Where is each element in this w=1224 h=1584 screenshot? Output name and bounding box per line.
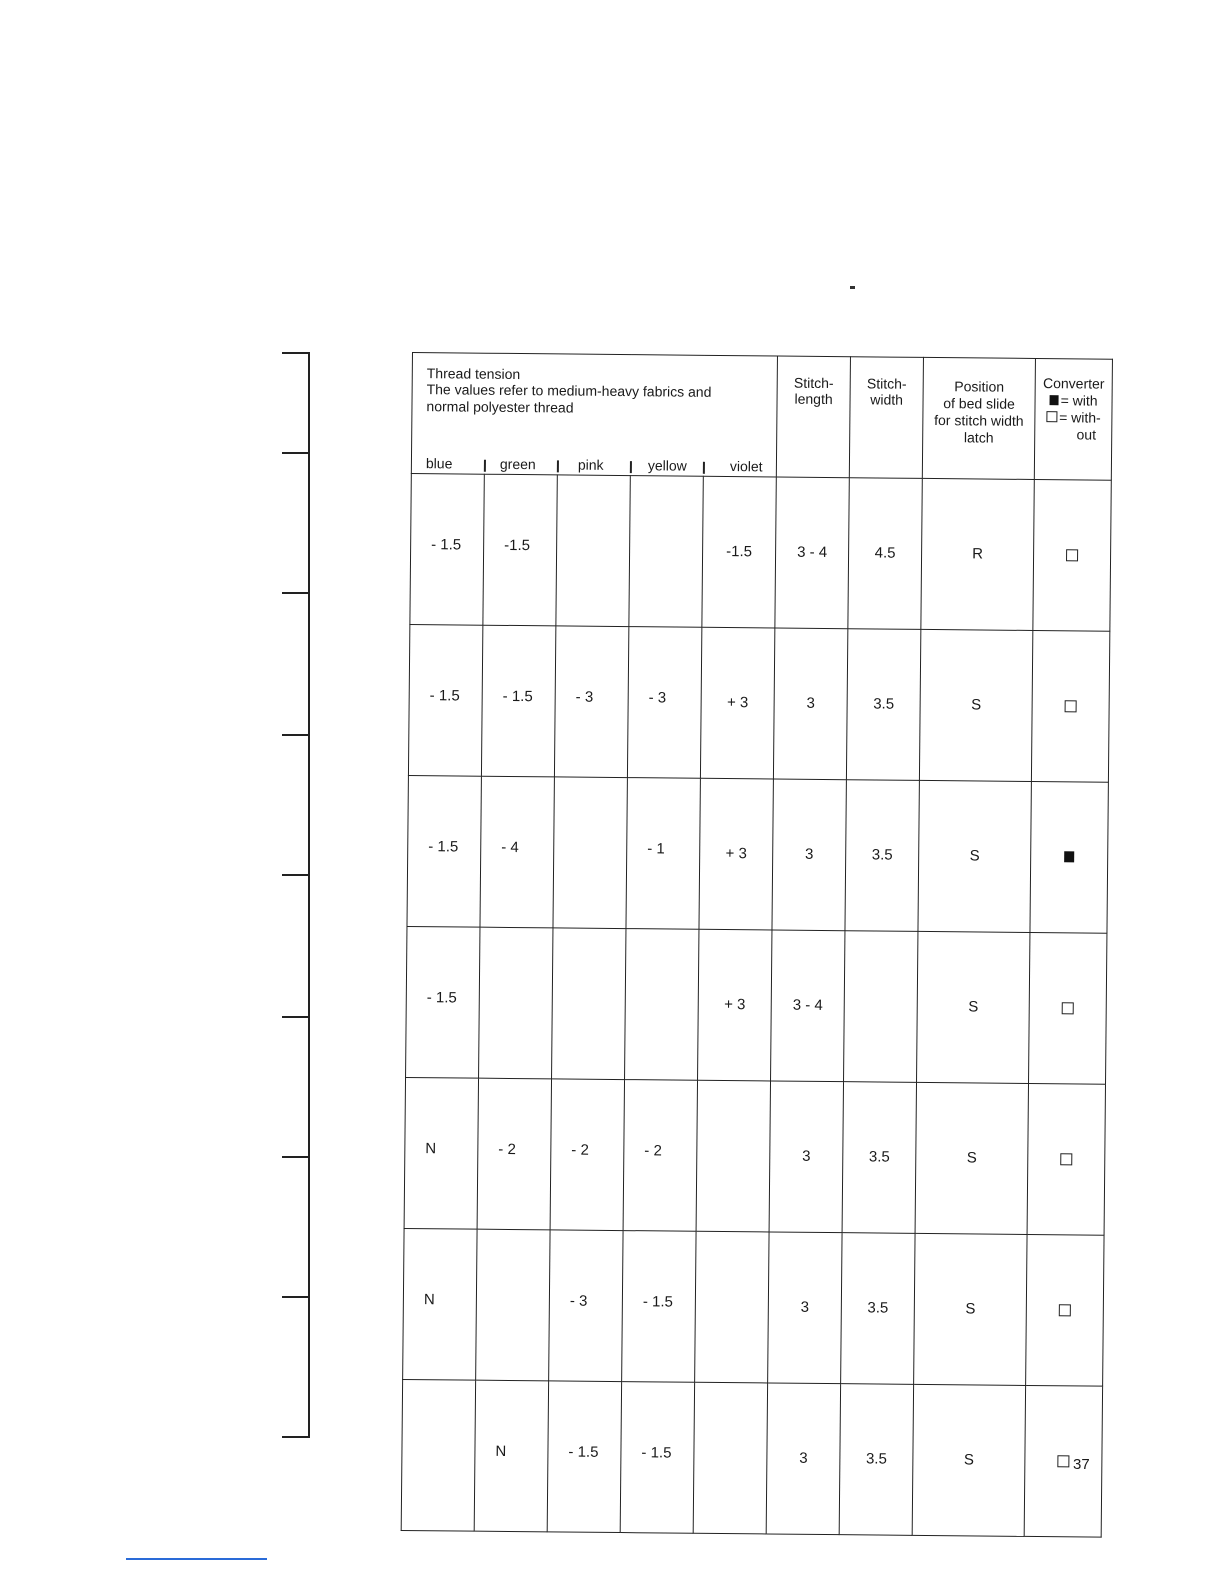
cell-length: 3 - 4 [771, 930, 845, 1082]
stitch-settings-table [401, 352, 1113, 1538]
empty-square-icon [1046, 411, 1057, 422]
cell-blue: N [404, 1077, 478, 1229]
tab-divider [282, 1156, 308, 1158]
cell-green: N [474, 1380, 548, 1532]
cell-length: 3 [772, 779, 846, 931]
cell-length: 3 [773, 628, 847, 780]
cell-blue [401, 1379, 475, 1531]
cell-green: -1.5 [483, 474, 557, 626]
position-header-line2: of bed slide [943, 395, 1015, 412]
color-label-blue: blue [425, 455, 453, 472]
cell-green [479, 927, 553, 1079]
cell-yellow: - 2 [623, 1080, 697, 1232]
cell-width: 3.5 [842, 1082, 916, 1234]
section-tab-strip [280, 352, 310, 1438]
cell-yellow: - 1 [626, 778, 700, 930]
cell-length: 3 [769, 1081, 843, 1233]
page-number: 37 [1073, 1456, 1090, 1473]
cell-width: 4.5 [848, 478, 922, 630]
cell-converter [1031, 630, 1109, 782]
cell-converter [1024, 1385, 1102, 1537]
cell-length: 3 [766, 1383, 840, 1535]
cell-width: 3.5 [845, 780, 919, 932]
cell-green [476, 1229, 550, 1381]
cell-position: S [915, 1082, 1028, 1234]
cell-position: S [918, 780, 1031, 932]
color-label-green: green [499, 455, 536, 473]
cell-length: 3 - 4 [775, 477, 849, 629]
thread-tension-note-line2: normal polyester thread [426, 398, 574, 416]
cell-pink: - 1.5 [547, 1381, 621, 1533]
table-row [408, 624, 1109, 782]
cell-blue: - 1.5 [408, 624, 482, 776]
cell-width: 3.5 [839, 1384, 913, 1536]
color-separator [630, 461, 632, 473]
cell-pink: - 3 [549, 1230, 623, 1382]
cell-yellow [629, 476, 703, 628]
color-separator [484, 460, 486, 472]
thread-tension-note-line1: The values refer to medium-heavy fabrics and [426, 381, 712, 400]
stitch-width-header-line2: width [870, 391, 904, 408]
cell-converter [1030, 781, 1108, 933]
empty-square-icon [1059, 1304, 1071, 1316]
scan-mark [850, 286, 855, 289]
converter-without-legend-line2: out [1076, 426, 1097, 443]
converter-without-legend-line1: = with- [1059, 409, 1101, 426]
tab-divider [282, 1436, 308, 1438]
cell-pink [553, 777, 627, 929]
tab-divider [282, 592, 308, 594]
empty-square-icon [1060, 1153, 1072, 1165]
tab-divider [282, 1296, 308, 1298]
thread-color-labels [412, 451, 776, 474]
cell-violet: + 3 [700, 627, 774, 779]
bed-slide-position-header [922, 357, 1035, 479]
stitch-length-header-line2: length [794, 390, 833, 408]
cell-width: 3.5 [846, 629, 920, 781]
cell-converter [1033, 479, 1111, 631]
color-separator [703, 462, 705, 474]
cell-green: - 1.5 [481, 625, 555, 777]
cell-pink: - 3 [554, 626, 628, 778]
stitch-width-header-line1: Stitch- [866, 375, 907, 392]
empty-square-icon [1066, 549, 1078, 561]
table-row [404, 1077, 1105, 1235]
cell-position: S [914, 1233, 1027, 1385]
position-header-line4: latch [963, 429, 994, 446]
table-row [401, 1379, 1102, 1537]
color-label-yellow: yellow [647, 457, 687, 474]
table-header-row [411, 353, 1112, 481]
color-separator [557, 460, 559, 472]
empty-square-icon [1065, 700, 1077, 712]
position-header-line1: Position [954, 378, 1005, 395]
cell-yellow: - 1.5 [620, 1382, 694, 1534]
stitch-length-header [776, 356, 850, 478]
empty-square-icon [1062, 1002, 1074, 1014]
thread-tension-title: Thread tension [426, 365, 521, 383]
cell-violet: + 3 [698, 929, 772, 1081]
table-row [407, 775, 1108, 933]
cell-width [844, 931, 918, 1083]
table-row [406, 926, 1107, 1084]
cell-violet: + 3 [699, 778, 773, 930]
blue-rule [126, 1558, 267, 1560]
table-row [403, 1228, 1104, 1386]
table-body [401, 473, 1111, 1537]
stitch-width-header [849, 357, 923, 479]
cell-violet [696, 1080, 770, 1232]
cell-converter [1029, 932, 1107, 1084]
table-row [410, 473, 1111, 631]
cell-position: S [917, 931, 1030, 1083]
thread-tension-header [411, 353, 777, 477]
cell-blue: - 1.5 [407, 775, 481, 927]
cell-yellow: - 1.5 [622, 1231, 696, 1383]
cell-pink [552, 928, 626, 1080]
converter-header-title: Converter [1042, 375, 1105, 392]
converter-with-legend: = with [1060, 392, 1098, 409]
cell-pink: - 2 [550, 1079, 624, 1231]
cell-converter [1027, 1083, 1105, 1235]
color-label-pink: pink [577, 456, 604, 473]
cell-violet: -1.5 [702, 476, 776, 628]
converter-header [1034, 358, 1112, 480]
tab-divider [282, 452, 308, 454]
stitch-length-header-line1: Stitch- [793, 374, 834, 392]
color-label-violet: violet [729, 458, 763, 475]
tab-divider [282, 1016, 308, 1018]
tab-divider [282, 352, 308, 354]
tab-divider [282, 734, 308, 736]
tab-divider [282, 874, 308, 876]
cell-blue: N [403, 1228, 477, 1380]
cell-green: - 2 [477, 1078, 551, 1230]
settings-table-container [401, 352, 1112, 1538]
cell-position: S [912, 1384, 1025, 1536]
cell-pink [556, 475, 630, 627]
cell-length: 3 [768, 1232, 842, 1384]
cell-position: R [921, 478, 1034, 630]
cell-violet [695, 1231, 769, 1383]
cell-blue: - 1.5 [406, 926, 480, 1078]
filled-square-icon [1050, 395, 1059, 405]
filled-square-icon [1064, 851, 1074, 862]
cell-yellow: - 3 [627, 627, 701, 779]
position-header-line3: for stitch width [934, 412, 1024, 429]
empty-square-icon [1057, 1455, 1069, 1467]
cell-yellow [625, 929, 699, 1081]
cell-violet [693, 1382, 767, 1534]
cell-position: S [919, 629, 1032, 781]
cell-width: 3.5 [841, 1233, 915, 1385]
cell-blue: - 1.5 [410, 473, 484, 625]
cell-green: - 4 [480, 776, 554, 928]
cell-converter [1026, 1234, 1104, 1386]
